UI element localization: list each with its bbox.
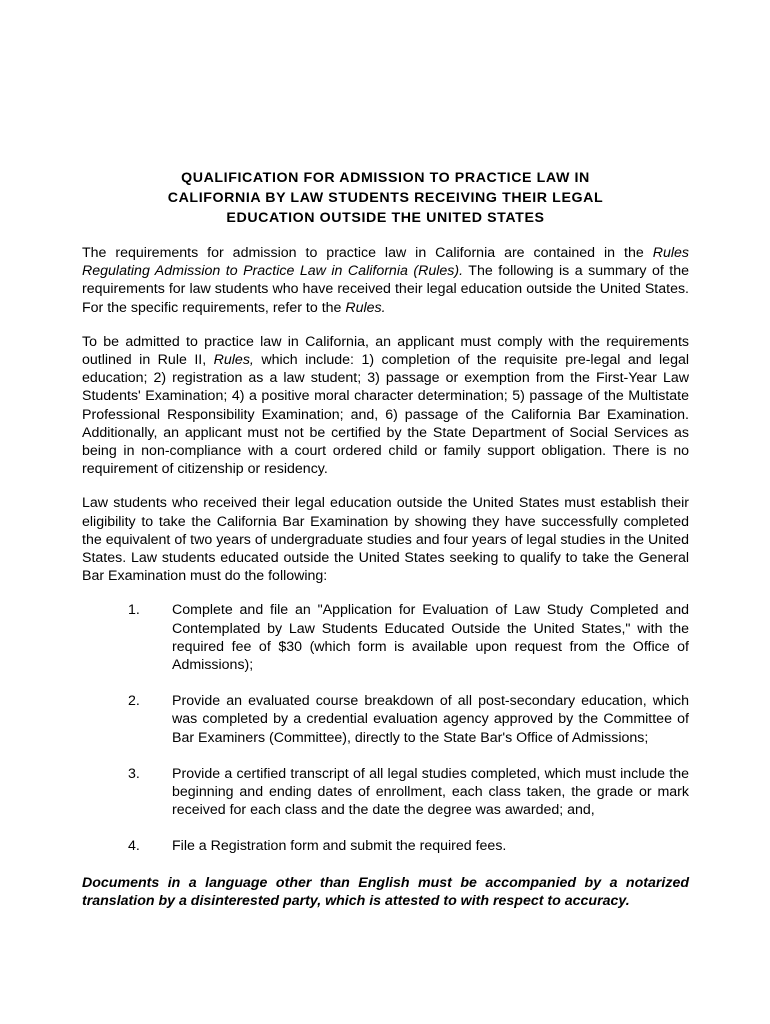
requirements-text-1: To be admitted to practice law in California, an applicant must comply with the requirements outlined in Rule II, <box>82 333 689 369</box>
intro-text-2: The following is a summary of the requirements for law students who have received their legal education outside the United States. For the specific requirements, refer to the <box>82 263 690 316</box>
title-line-3: EDUCATION OUTSIDE THE UNITED STATES <box>226 210 545 226</box>
rules-reference: Rules Regulating Admission to Practice Law in California (Rules). <box>82 245 689 280</box>
document-title <box>82 168 689 228</box>
step-text: Provide an evaluated course breakdown of all post-secondary education, which was completed by a credential evaluation agency approved by the Committee of Bar Examiners (Committee), directly to the State Bar's Office of Admissions; <box>172 693 689 746</box>
list-item <box>82 765 689 820</box>
intro-text-1: The requirements for admission to practice law in California are contained in the <box>82 245 653 261</box>
title-line-1: QUALIFICATION FOR ADMISSION TO PRACTICE LAW IN <box>181 170 590 186</box>
rules-reference-short: Rules. <box>345 299 386 316</box>
requirements-paragraph <box>82 333 689 479</box>
step-text: Provide a certified transcript of all legal studies completed, which must include the beginning and ending dates of enrollment, each class taken, the grade or mark received for each class and the date the degree was awarded; and, <box>172 765 689 819</box>
step-number: 1. <box>128 602 140 619</box>
intro-paragraph <box>82 244 689 317</box>
step-text: File a Registration form and submit the required fees. <box>172 838 507 855</box>
document-page <box>82 168 689 910</box>
step-number: 3. <box>128 765 140 782</box>
list-item <box>82 601 689 674</box>
eligibility-paragraph: Law students who received their legal education outside the United States must establish their eligibility to take the California Bar Examination by showing they have successfully completed the equivalent of two years of undergraduate studies and four years of legal studies in the United States. Law students educated outside the United States seeking to qualify to take the General Bar Examination must do the following: <box>82 495 689 585</box>
rules-italic: Rules, <box>213 352 254 369</box>
title-line-2: CALIFORNIA BY LAW STUDENTS RECEIVING THEIR LEGAL <box>167 190 604 206</box>
requirements-text-2: which include: 1) completion of the requisite pre-legal and legal education; 2) registration as a law student; 3) passage or exemption from the First-Year Law Students' Examination; 4) a positive moral character determination; 5) passage of the Multistate Professional Responsibility Examination; and, 6) passage of the California Bar Examination. Additionally, an applicant must not be certified by the State Department of Social Services as being in non-compliance with a court ordered child or family support obligation. There is no requirement of citizenship or residency. <box>82 352 689 478</box>
step-number: 2. <box>128 693 140 710</box>
steps-list <box>82 601 689 855</box>
list-item <box>82 837 689 855</box>
step-number: 4. <box>128 838 140 855</box>
step-text: Complete and file an "Application for Evaluation of Law Study Completed and Contemplated by Law Students Educated Outside the United States," with the required fee of $30 (which form is available upon request from the Office of Admissions); <box>172 602 689 674</box>
list-item <box>82 692 689 747</box>
translation-notice: Documents in a language other than English must be accompanied by a notarized translation by a disinterested party, which is attested to with respect to accuracy. <box>82 874 689 909</box>
